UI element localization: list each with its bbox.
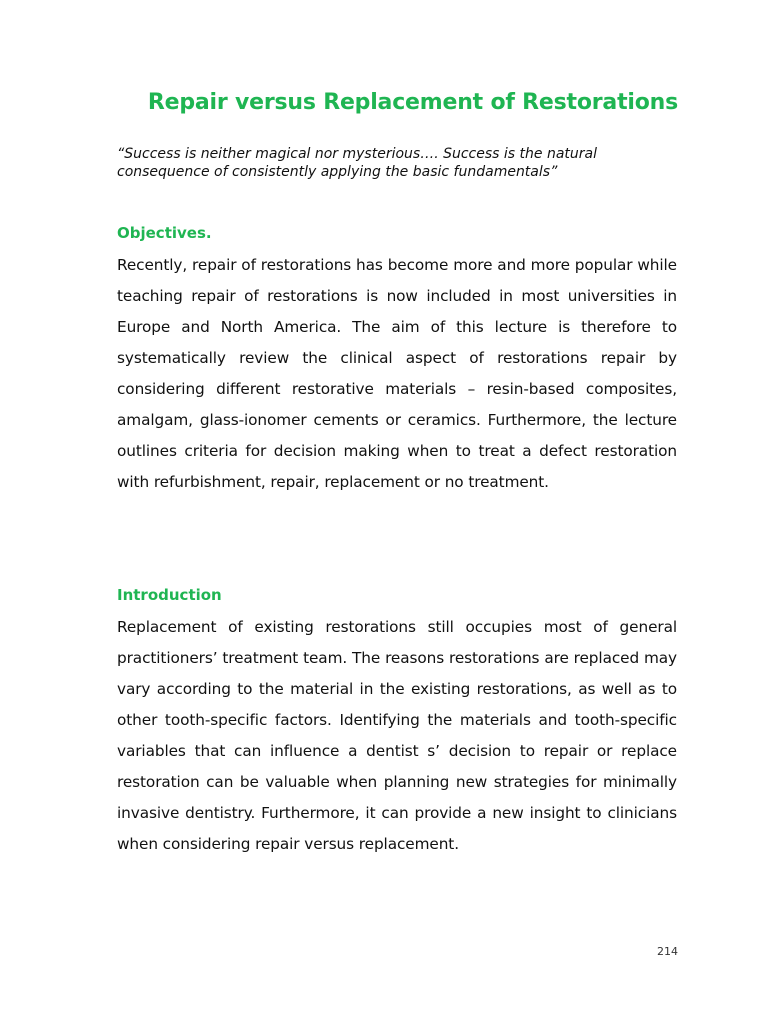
page-number: 214: [657, 945, 678, 958]
section-heading-objectives: Objectives.: [117, 224, 212, 242]
section-heading-introduction: Introduction: [117, 586, 222, 604]
epigraph-quote: “Success is neither magical nor mysterious…. Success is the natural consequence of consistently applying the basic fundamentals”: [117, 146, 598, 180]
page-title: Repair versus Replacement of Restorations: [147, 90, 678, 115]
section-body-objectives: Recently, repair of restorations has become more and more popular while teaching repair of restorations is now included in most universities in Europe and North America. The aim of this lecture is therefore to systematically review the clinical aspect of restorations repair by considering different restorative materials – resin-based composites, amalgam, glass-ionomer cements or ceramics. Furthermore, the lecture outlines criteria for decision making when to treat a defect restoration with refurbishment, repair, replacement or no treatment.: [117, 256, 677, 491]
section-body-introduction: Replacement of existing restorations still occupies most of general practitioners’ treatment team. The reasons restorations are replaced may vary according to the material in the existing restorations, as well as to other tooth-specific factors. Identifying the materials and tooth-specific variables that can influence a dentist s’ decision to repair or replace restoration can be valuable when planning new strategies for minimally invasive dentistry. Furthermore, it can provide a new insight to clinicians when considering repair versus replacement.: [117, 618, 677, 853]
